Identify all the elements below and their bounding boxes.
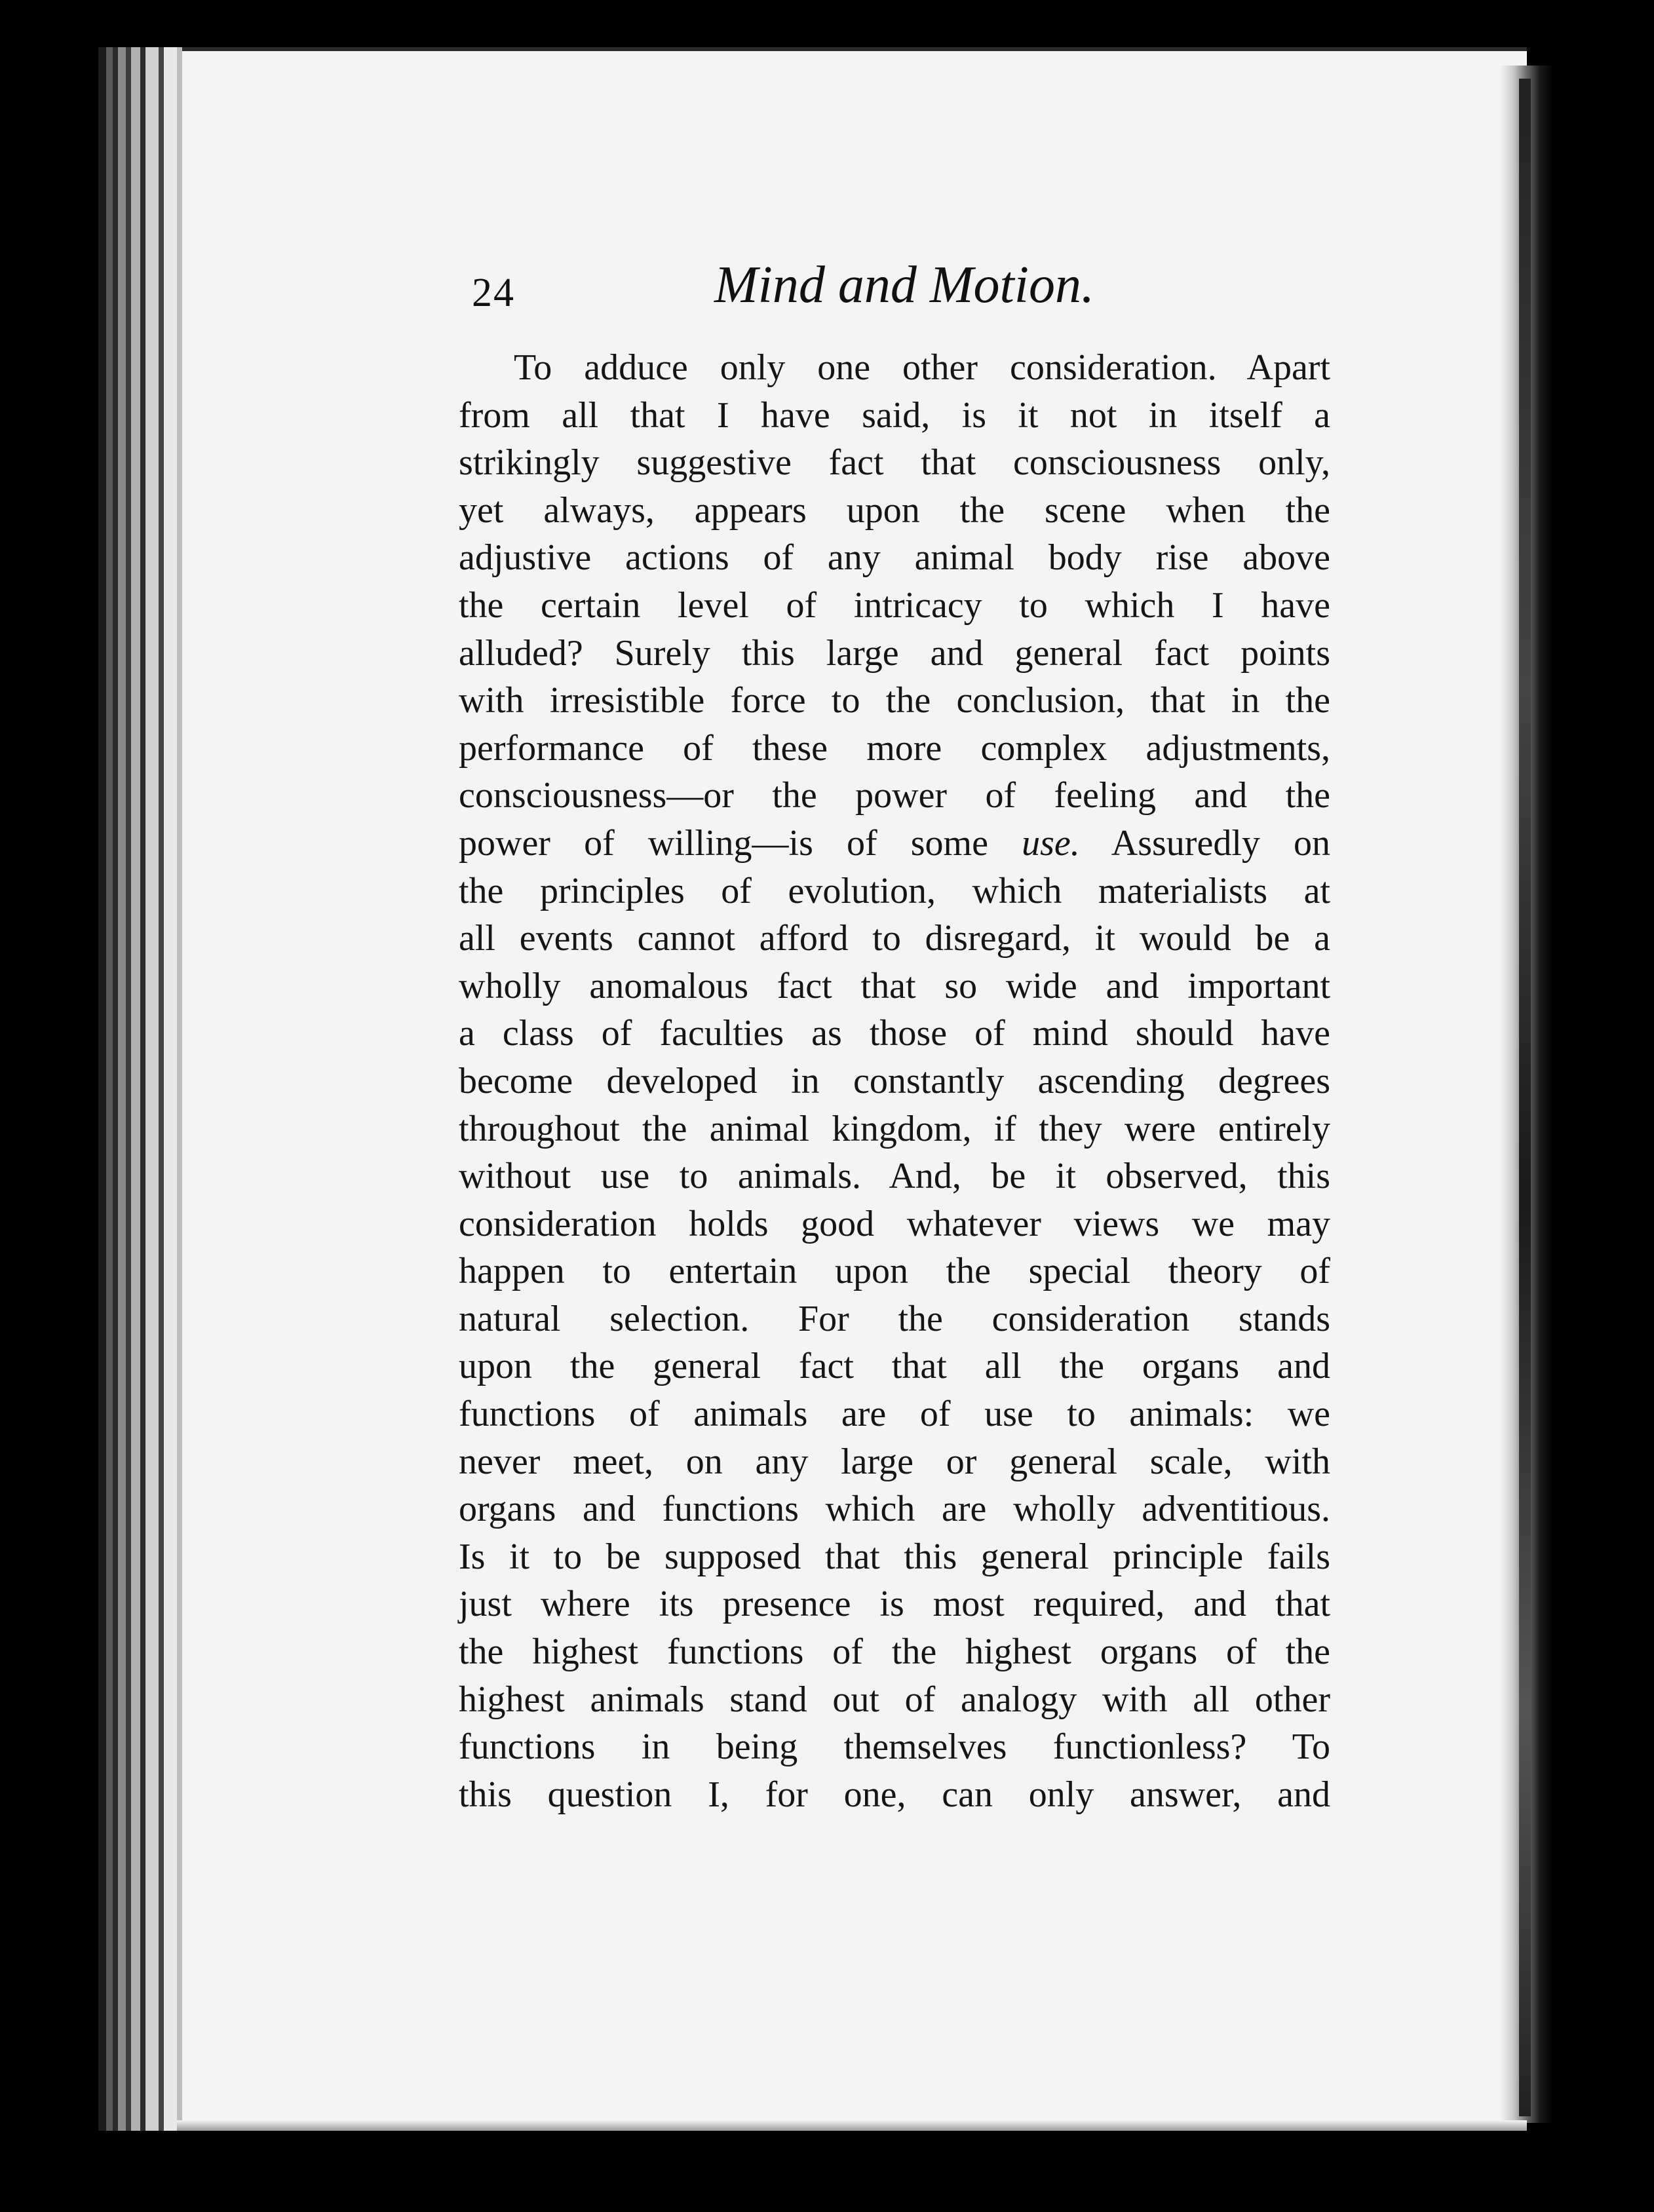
running-head: Mind and Motion. <box>714 256 1094 314</box>
emphasized-word: use. <box>1022 822 1080 864</box>
text-line: To adduce only one other consideration. Apart <box>514 347 1330 388</box>
text-line: upon the general fact that all the organs and <box>459 1346 1330 1387</box>
text-line: all events cannot afford to disregard, it would be a <box>459 918 1330 959</box>
text-line: functions in being themselves functionless? To <box>459 1726 1330 1768</box>
text-line: adjustive actions of any animal body rise above <box>459 537 1330 579</box>
gutter-edge <box>1519 79 1531 2116</box>
text-line: throughout the animal kingdom, if they were entirely <box>459 1108 1330 1149</box>
text-line: become developed in constantly ascending degrees <box>459 1060 1330 1101</box>
text-line: from all that I have said, is it not in itself a <box>459 394 1330 436</box>
text-line: highest animals stand out of analogy with all other <box>459 1679 1330 1720</box>
body-text <box>459 344 1330 1818</box>
text-line: functions of animals are of use to animals: we <box>459 1394 1330 1435</box>
text-line: wholly anomalous fact that so wide and important <box>459 965 1330 1006</box>
text-line: consideration holds good whatever views we may <box>459 1203 1330 1244</box>
text-line: a class of faculties as those of mind should have <box>459 1013 1330 1054</box>
text-line: just where its presence is most required, and that <box>459 1584 1330 1625</box>
text-segment: Assuredly on <box>1111 822 1330 864</box>
text-segment: power of willing—is of some <box>459 822 988 864</box>
text-line: the principles of evolution, which materialists at <box>459 870 1330 911</box>
book-page-edges <box>98 47 183 2131</box>
text-line: performance of these more complex adjustments, <box>459 727 1330 769</box>
text-line: organs and functions which are wholly adventitious. <box>459 1489 1330 1530</box>
text-line: the certain level of intricacy to which I have <box>459 584 1330 626</box>
page-header <box>472 256 1376 328</box>
text-line: without use to animals. And, be it observed, this <box>459 1156 1330 1197</box>
text-line: alluded? Surely this large and general fact points <box>459 632 1330 674</box>
text-line: happen to entertain upon the special theory of <box>459 1251 1330 1292</box>
text-line: this question I, for one, can only answer, and <box>459 1774 1330 1815</box>
text-line: consciousness—or the power of feeling and the <box>459 775 1330 816</box>
text-line: with irresistible force to the conclusion, that in the <box>459 680 1330 721</box>
page-bottom-edge <box>177 2120 1527 2131</box>
text-line: Is it to be supposed that this general principle fails <box>459 1536 1330 1577</box>
page-number: 24 <box>472 271 515 315</box>
text-line: never meet, on any large or general scale, with <box>459 1441 1330 1482</box>
text-line: the highest functions of the highest organs of the <box>459 1631 1330 1673</box>
text-line: yet always, appears upon the scene when the <box>459 489 1330 531</box>
text-line: natural selection. For the consideration stands <box>459 1298 1330 1339</box>
text-line-with-emphasis <box>459 820 1330 868</box>
text-line: strikingly suggestive fact that consciousness only, <box>459 442 1330 484</box>
